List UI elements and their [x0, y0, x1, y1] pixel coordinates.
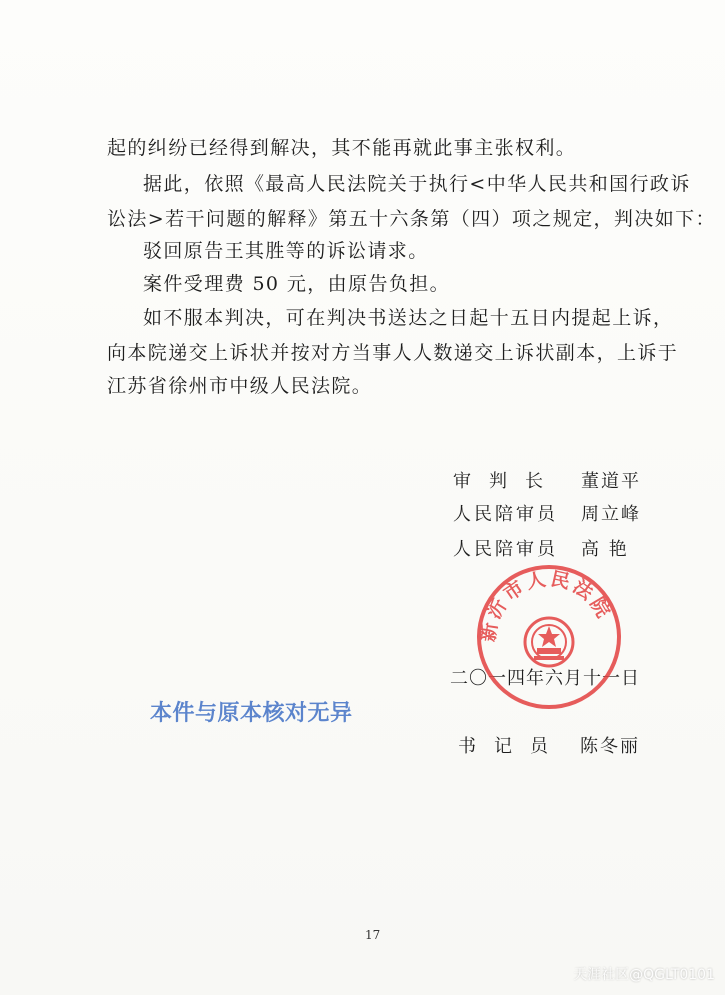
signature-name: 周立峰 [581, 504, 641, 525]
paragraph-line: 起的纠纷已经得到解决，其不能再就此事主张权利。 [107, 137, 577, 159]
paragraph-line: 江苏省徐州市中级人民法院。 [107, 375, 373, 397]
certification-stamp: 本件与原本核对无异 [150, 701, 353, 726]
signature-name: 陈冬丽 [580, 736, 640, 757]
court-seal [474, 562, 624, 712]
paragraph-line: 如不服本判决，可在判决书送达之日起十五日内提起上诉， [143, 307, 674, 329]
paragraph-line: 驳回原告王其胜等的诉讼请求。 [143, 240, 429, 262]
signature-role: 人民陪审员 [453, 504, 558, 525]
paragraph-line: 据此，依照《最高人民法院关于执行<中华人民共和国行政诉 [143, 173, 691, 195]
signature-name: 董道平 [581, 471, 641, 492]
seal-text: 新沂市人民法院 [477, 567, 616, 644]
signature-role: 审判长 [453, 471, 561, 492]
paragraph-line: 讼法>若干问题的解释》第五十六条第（四）项之规定，判决如下： [107, 208, 716, 230]
judgment-date: 二〇一四年六月十一日 [450, 668, 640, 689]
svg-text:新沂市人民法院 [476, 568, 616, 643]
paragraph-line: 向本院递交上诉状并按对方当事人人数递交上诉状副本，上诉于 [107, 342, 679, 364]
signature-role: 人民陪审员 [453, 539, 558, 560]
national-emblem-icon [525, 618, 573, 666]
signature-role: 书记员 [458, 736, 566, 757]
site-watermark: 天涯社区@QGLT0101 [573, 967, 715, 983]
paragraph-line: 案件受理费 50 元，由原告负担。 [143, 273, 451, 295]
signature-name: 高 艳 [581, 539, 629, 560]
page-number: 17 [365, 928, 381, 942]
